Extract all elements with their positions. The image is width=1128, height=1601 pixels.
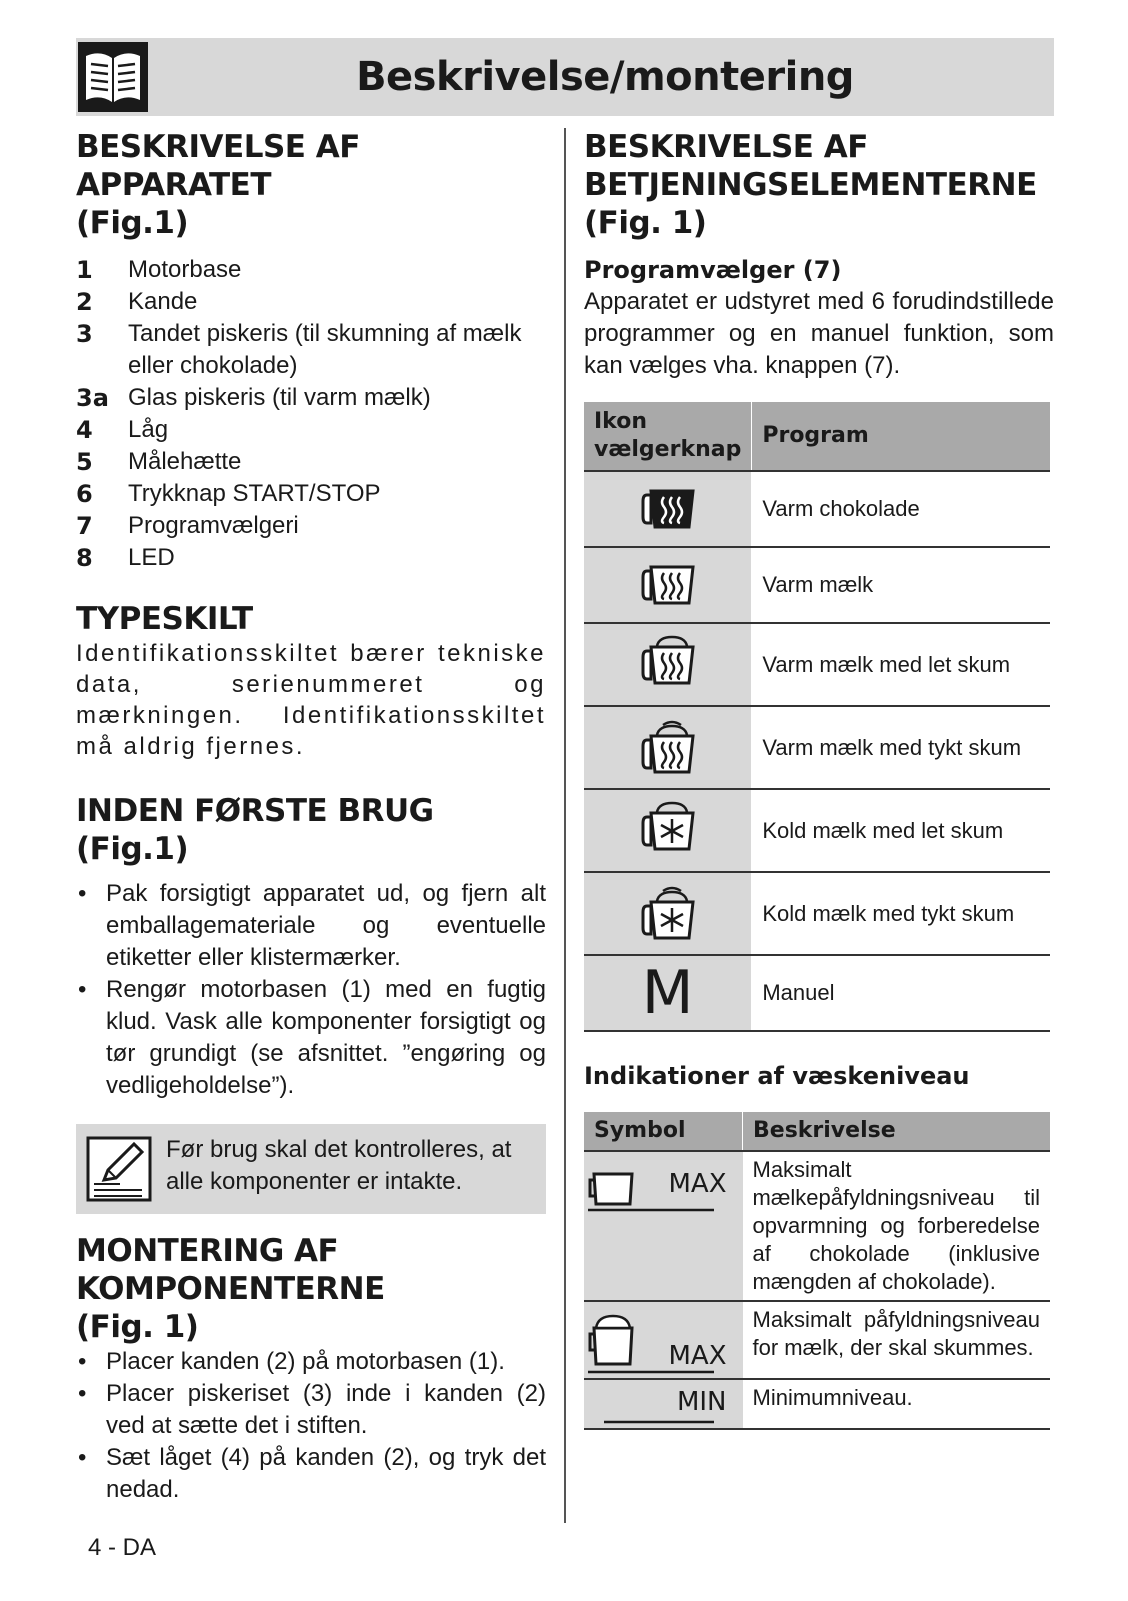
level-row [584, 1151, 1050, 1301]
hot-chocolate-icon [584, 471, 752, 547]
title-line: (Fig.1) [76, 205, 189, 241]
item-number: 6 [76, 480, 93, 508]
list-item [76, 478, 546, 510]
item-label: Kande [128, 288, 198, 315]
level-description: Minimumniveau. [743, 1379, 1051, 1429]
title-line: MONTERING AF [76, 1233, 339, 1269]
page-number: 4 - DA [88, 1534, 157, 1561]
program-row [584, 872, 1050, 955]
program-selector-text: Apparatet er udstyret med 6 forudindstillede programmer og en manuel funktion, som kan vælges vha. knappen (7). [584, 288, 1054, 379]
program-label: Manuel [752, 955, 1050, 1031]
hot-milk-icon [584, 547, 752, 623]
program-row [584, 547, 1050, 623]
title-line: INDEN FØRSTE BRUG [76, 793, 434, 829]
item-label: LED [128, 544, 175, 571]
title-line: KOMPONENTERNE [76, 1271, 385, 1307]
program-label: Varm mælk med let skum [752, 623, 1050, 706]
list-item [76, 318, 546, 382]
cold-milk-thick-foam-icon [584, 872, 752, 955]
title-line: (Fig. 1) [76, 1309, 199, 1345]
max-level-icon [584, 1151, 743, 1301]
left-column [76, 128, 546, 1506]
level-row [584, 1379, 1050, 1429]
program-selector-title: Programvælger (7) [584, 256, 842, 284]
program-row [584, 789, 1050, 872]
first-use-list [76, 878, 546, 1102]
hot-milk-light-foam-icon [584, 623, 752, 706]
bullet-item: • Rengør motorbasen (1) med en fugtig klud. Vask alle komponenter forsigtigt og tør grundigt (se afsnittet. ”engøring og vedligeholdelse”). [76, 974, 546, 1102]
level-table-header-symbol: Symbol [584, 1112, 743, 1151]
column-divider [564, 128, 566, 1523]
pencil-note-icon [86, 1136, 152, 1202]
program-row [584, 955, 1050, 1031]
item-label: Programvælgeri [128, 512, 299, 539]
title-line: BESKRIVELSE AF [584, 129, 868, 165]
level-symbol-text: MIN [676, 1387, 727, 1417]
item-number: 2 [76, 288, 93, 316]
item-label: Motorbase [128, 256, 242, 283]
item-number: 3a [76, 384, 109, 412]
book-icon [78, 42, 148, 112]
level-description: Maksimalt mælkepåfyldningsniveau til opvarmning og forberedelse af chokolade (inklusive mængden af chokolade). [743, 1151, 1051, 1301]
section-title-description [76, 128, 546, 242]
list-item [76, 414, 546, 446]
typeskilt-text: Identifikationsskiltet bærer tekniske data, serienummeret og mærkningen. Identifikationsskiltet må aldrig fjernes. [76, 640, 546, 760]
program-label: Kold mælk med tykt skum [752, 872, 1050, 955]
level-row [584, 1301, 1050, 1379]
title-line: (Fig. 1) [584, 205, 707, 241]
program-row [584, 623, 1050, 706]
item-label: Tandet piskeris (til skumning af mælk eller chokolade) [128, 320, 522, 379]
header-line: Ikon [594, 409, 648, 434]
program-row [584, 706, 1050, 789]
program-table-header-icon [584, 402, 752, 471]
list-item [76, 542, 546, 574]
page-title: Beskrivelse/montering [356, 54, 854, 100]
list-item [76, 286, 546, 318]
item-number: 7 [76, 512, 93, 540]
page-header [76, 38, 1054, 116]
item-number: 8 [76, 544, 93, 572]
title-line: BETJENINGSELEMENTERNE [584, 167, 1037, 203]
level-symbol-text: MAX [668, 1169, 727, 1199]
item-label: Målehætte [128, 448, 242, 475]
hot-milk-thick-foam-icon [584, 706, 752, 789]
bullet-item: • Placer piskeriset (3) inde i kanden (2) ved at sætte det i stiften. [76, 1378, 546, 1442]
assembly-list [76, 1346, 546, 1506]
item-number: 4 [76, 416, 93, 444]
list-item [76, 382, 546, 414]
bullet-item: • Pak forsigtigt apparatet ud, og fjern alt emballagemateriale og eventuelle etiketter eller klistermærker. [76, 878, 546, 974]
program-row [584, 471, 1050, 547]
bullet-item: • Placer kanden (2) på motorbasen (1). [76, 1346, 546, 1378]
manual-icon [584, 955, 752, 1031]
manual-glyph: M [641, 958, 694, 1028]
program-label: Kold mælk med let skum [752, 789, 1050, 872]
program-table-header-program: Program [752, 402, 1050, 471]
title-line: (Fig.1) [76, 831, 189, 867]
section-title-assembly [76, 1232, 546, 1346]
list-item [76, 446, 546, 478]
list-item [76, 510, 546, 542]
title-line: BESKRIVELSE AF APPARATET [76, 129, 360, 203]
program-label: Varm mælk [752, 547, 1050, 623]
note-box [76, 1124, 546, 1214]
item-label: Glas piskeris (til varm mælk) [128, 384, 431, 411]
level-title: Indikationer af væskeniveau [584, 1062, 970, 1090]
section-title-controls [584, 128, 1054, 242]
bullet-item: • Sæt låget (4) på kanden (2), og tryk det nedad. [76, 1442, 546, 1506]
parts-list [76, 254, 546, 574]
list-item [76, 254, 546, 286]
program-table [584, 402, 1050, 1032]
section-title-first-use [76, 792, 546, 868]
item-label: Trykknap START/STOP [128, 480, 381, 507]
header-line: vælgerknap [594, 437, 742, 462]
level-table-header-description: Beskrivelse [743, 1112, 1051, 1151]
min-level-icon [584, 1379, 743, 1429]
level-symbol-text: MAX [668, 1341, 727, 1371]
program-label: Varm mælk med tykt skum [752, 706, 1050, 789]
note-text: Før brug skal det kontrolleres, at alle komponenter er intakte. [166, 1136, 512, 1195]
cold-milk-light-foam-icon [584, 789, 752, 872]
program-label: Varm chokolade [752, 471, 1050, 547]
item-number: 5 [76, 448, 93, 476]
section-title-typeskilt: TYPESKILT [76, 601, 253, 637]
item-number: 3 [76, 320, 93, 348]
right-column [584, 128, 1054, 1430]
item-number: 1 [76, 256, 93, 284]
max-level-icon [584, 1301, 743, 1379]
level-table [584, 1112, 1050, 1430]
level-description: Maksimalt påfyldningsniveau for mælk, der skal skummes. [743, 1301, 1051, 1379]
item-label: Låg [128, 416, 169, 443]
